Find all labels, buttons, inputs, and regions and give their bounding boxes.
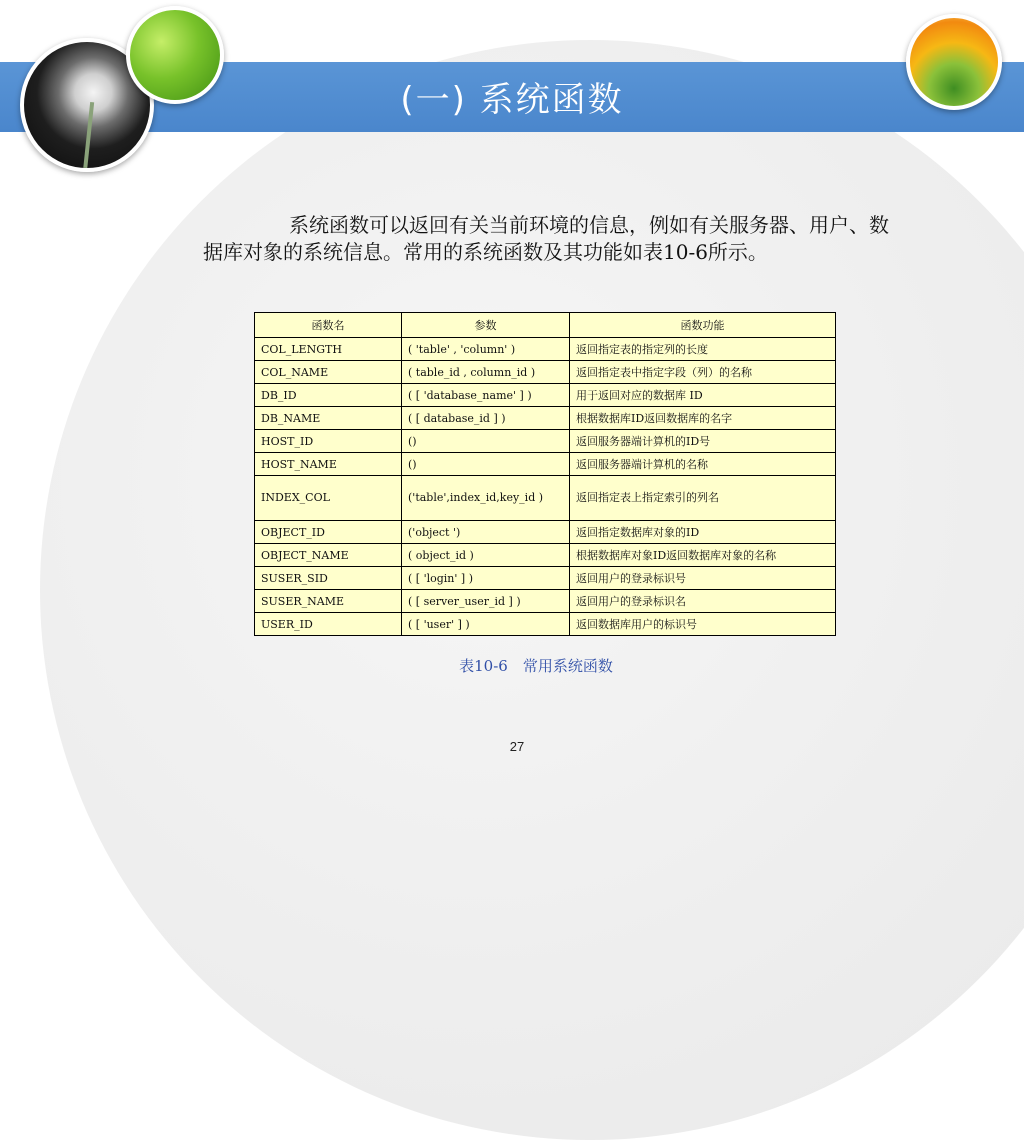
cell-desc: 返回用户的登录标识名 xyxy=(570,590,836,613)
slide-title: (一) 系统函数 xyxy=(400,80,624,120)
table-row xyxy=(255,407,836,430)
page-number: 27 xyxy=(509,739,525,754)
cell-name: OBJECT_NAME xyxy=(255,544,402,567)
cell-desc: 用于返回对应的数据库 ID xyxy=(570,384,836,407)
cell-name: SUSER_NAME xyxy=(255,590,402,613)
cell-name: COL_NAME xyxy=(255,361,402,384)
cell-name: INDEX_COL xyxy=(255,476,402,521)
cell-name: DB_NAME xyxy=(255,407,402,430)
intro-text: 系统函数可以返回有关当前环境的信息，例如有关服务器、用户、数据库对象的系统信息。常用的系统函数及其功能如表10-6所示。 xyxy=(203,213,889,264)
cell-params: ( [ 'login' ] ) xyxy=(402,567,570,590)
cell-params: ( [ server_user_id ] ) xyxy=(402,590,570,613)
cell-name: SUSER_SID xyxy=(255,567,402,590)
table-header-row xyxy=(255,313,836,338)
cell-desc: 返回服务器端计算机的名称 xyxy=(570,453,836,476)
header-parameters: 参数 xyxy=(402,313,570,338)
cell-desc: 根据数据库ID返回数据库的名字 xyxy=(570,407,836,430)
cell-name: USER_ID xyxy=(255,613,402,636)
cell-desc: 根据数据库对象ID返回数据库对象的名称 xyxy=(570,544,836,567)
cell-name: HOST_NAME xyxy=(255,453,402,476)
table-row xyxy=(255,453,836,476)
cell-name: OBJECT_ID xyxy=(255,521,402,544)
cell-params: () xyxy=(402,430,570,453)
table-row xyxy=(255,567,836,590)
cell-params: ( [ database_id ] ) xyxy=(402,407,570,430)
cell-desc: 返回指定表中指定字段（列）的名称 xyxy=(570,361,836,384)
cell-params: ('table',index_id,key_id ) xyxy=(402,476,570,521)
table-row xyxy=(255,590,836,613)
cell-desc: 返回指定表上指定索引的列名 xyxy=(570,476,836,521)
table-row xyxy=(255,613,836,636)
cell-desc: 返回用户的登录标识号 xyxy=(570,567,836,590)
cell-params: () xyxy=(402,453,570,476)
table-row xyxy=(255,384,836,407)
table-row xyxy=(255,476,836,521)
cell-desc: 返回指定表的指定列的长度 xyxy=(570,338,836,361)
cell-desc: 返回数据库用户的标识号 xyxy=(570,613,836,636)
table-row xyxy=(255,430,836,453)
cell-name: COL_LENGTH xyxy=(255,338,402,361)
cell-params: ( 'table' , 'column' ) xyxy=(402,338,570,361)
cell-params: ('object ') xyxy=(402,521,570,544)
cell-name: DB_ID xyxy=(255,384,402,407)
table-row xyxy=(255,521,836,544)
system-functions-table xyxy=(254,312,836,636)
intro-paragraph xyxy=(203,212,903,266)
cell-params: ( table_id , column_id ) xyxy=(402,361,570,384)
table-caption: 表10-6 常用系统函数 xyxy=(459,657,613,675)
cell-desc: 返回服务器端计算机的ID号 xyxy=(570,430,836,453)
table-row xyxy=(255,338,836,361)
header-function-desc: 函数功能 xyxy=(570,313,836,338)
table-row xyxy=(255,544,836,567)
cell-desc: 返回指定数据库对象的ID xyxy=(570,521,836,544)
cell-params: ( object_id ) xyxy=(402,544,570,567)
cell-name: HOST_ID xyxy=(255,430,402,453)
cell-params: ( [ 'database_name' ] ) xyxy=(402,384,570,407)
cell-params: ( [ 'user' ] ) xyxy=(402,613,570,636)
table-row xyxy=(255,361,836,384)
header-function-name: 函数名 xyxy=(255,313,402,338)
